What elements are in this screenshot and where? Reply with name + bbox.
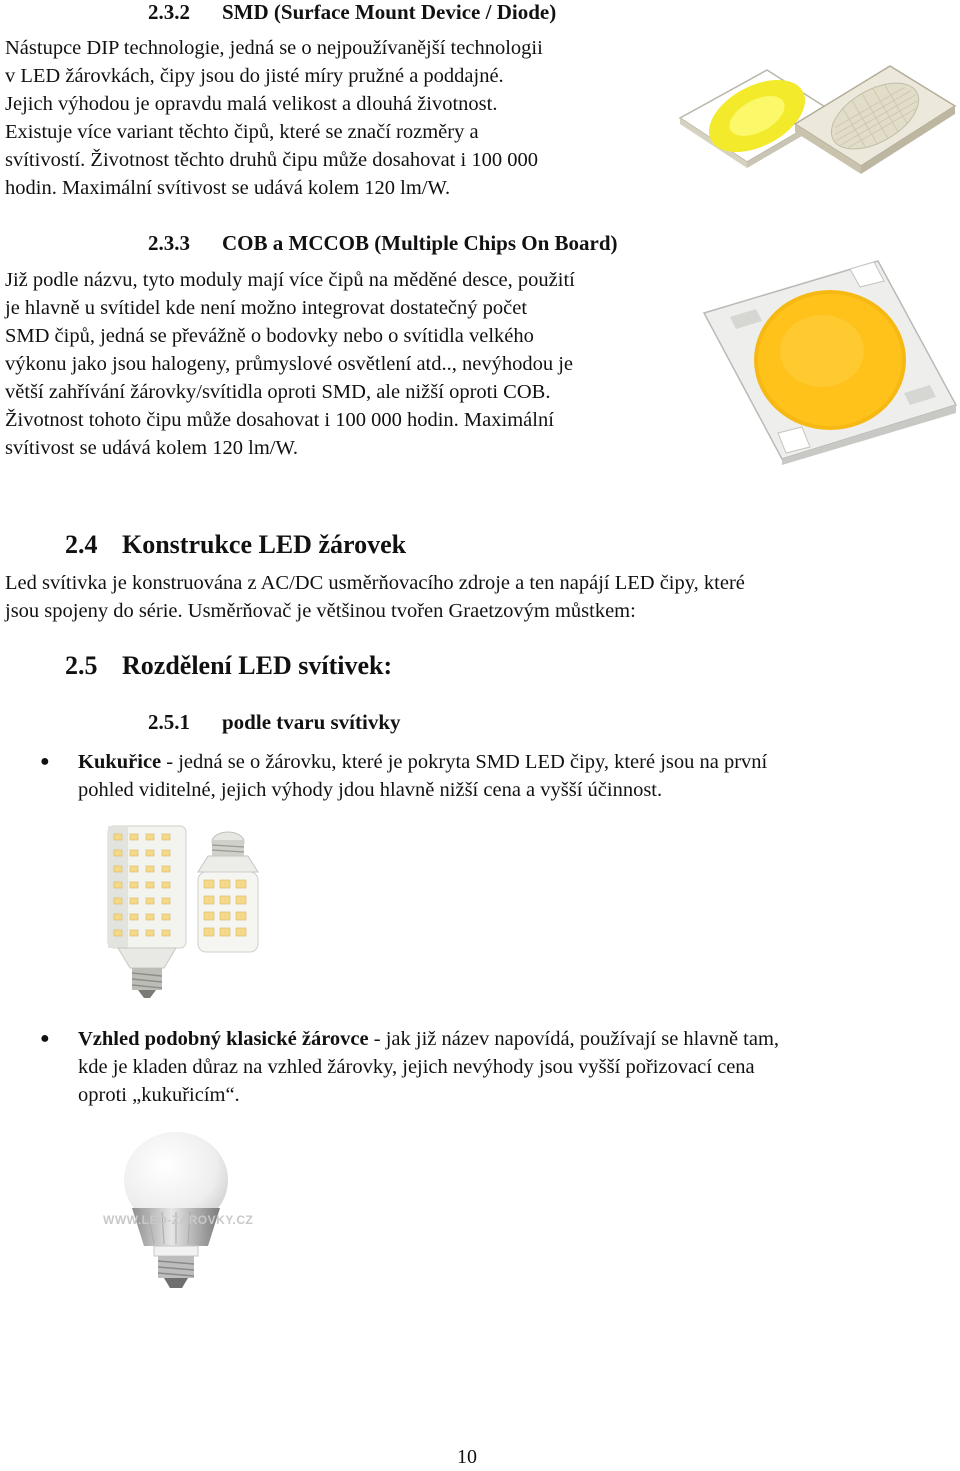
heading-cob-title: COB a MCCOB (Multiple Chips On Board) — [222, 231, 618, 255]
bullet-icon: ● — [40, 753, 50, 770]
text-line: pohled viditelné, jejich výhody jdou hlavně nižší cena a vyšší účinnost. — [78, 779, 663, 801]
heading-construction-number: 2.4 — [65, 530, 98, 559]
page-number: 10 — [457, 1446, 477, 1468]
bullet-icon: ● — [40, 1030, 50, 1047]
text-line: v LED žárovkách, čipy jsou do jisté míry pružné a poddajné. — [5, 65, 504, 87]
smd-paragraph — [5, 34, 543, 202]
cob-module-image — [700, 255, 960, 465]
text-line: Životnost tohoto čipu může dosahovat i 100 000 hodin. Maximální — [5, 409, 554, 431]
bullet-classic-look — [78, 1025, 779, 1109]
text-line: hodin. Maximální svítivost se udává kolem 120 lm/W. — [5, 177, 451, 199]
cob-paragraph — [5, 266, 575, 462]
bullet-text: - jak již název napovídá, používají se hlavně tam, — [368, 1028, 780, 1050]
bullet-term: Vzhled podobný klasické žárovce — [78, 1028, 369, 1050]
heading-division-number: 2.5 — [65, 651, 98, 680]
heading-smd-number: 2.3.2 — [148, 0, 190, 24]
text-line: Existuje více variant těchto čipů, které se značí rozměry a — [5, 121, 479, 143]
heading-by-shape-number: 2.5.1 — [148, 710, 190, 734]
text-line: Již podle názvu, tyto moduly mají více čipů na měděné desce, použití — [5, 269, 575, 291]
bullet-first-line — [78, 748, 767, 776]
text-line: Led svítivka je konstruována z AC/DC usměrňovacího zdroje a ten napájí LED čipy, které — [5, 572, 745, 594]
construction-paragraph — [5, 569, 745, 625]
corn-bulbs-image — [100, 820, 270, 1000]
heading-smd — [148, 0, 556, 25]
heading-construction — [65, 530, 406, 560]
heading-smd-title: SMD (Surface Mount Device / Diode) — [222, 0, 557, 24]
heading-construction-title: Konstrukce LED žárovek — [122, 530, 407, 559]
smd-chips-image — [675, 50, 960, 185]
heading-cob-number: 2.3.3 — [148, 231, 190, 255]
text-line: svítivostí. Životnost těchto druhů čipu může dosahovat i 100 000 — [5, 149, 538, 171]
heading-by-shape-title: podle tvaru svítivky — [222, 710, 401, 734]
text-line: SMD čipů, jedná se převážně o bodovky nebo o svítidla velkého — [5, 325, 534, 347]
text-line: je hlavně u svítidel kde není možno integrovat dostatečný počet — [5, 297, 528, 319]
text-line: Nástupce DIP technologie, jedná se o nejpoužívanější technologii — [5, 37, 543, 59]
bullet-term: Kukuřice — [78, 751, 162, 773]
text-line: kde je kladen důraz na vzhled žárovky, jejich nevýhody jsou vyšší pořizovací cena — [78, 1056, 755, 1078]
text-line: Jejich výhodou je opravdu malá velikost a dlouhá životnost. — [5, 93, 498, 115]
heading-division-title: Rozdělení LED svítivek: — [122, 651, 393, 680]
bullet-first-line — [78, 1025, 779, 1053]
bullet-text: - jedná se o žárovku, které je pokryta SMD LED čipy, které jsou na první — [161, 751, 768, 773]
text-line: svítivost se udává kolem 120 lm/W. — [5, 437, 299, 459]
text-line: výkonu jako jsou halogeny, průmyslové osvětlení atd.., nevýhodou je — [5, 353, 574, 375]
watermark: WWW.LED-ZAROVKY.CZ — [103, 1213, 254, 1227]
text-line: jsou spojeny do série. Usměrňovač je většinou tvořen Graetzovým můstkem: — [5, 600, 636, 622]
heading-by-shape — [148, 710, 401, 735]
heading-cob — [148, 231, 618, 256]
heading-division — [65, 651, 392, 681]
text-line: větší zahřívání žárovky/svítidla oproti SMD, ale nižší oproti COB. — [5, 381, 551, 403]
text-line: oproti „kukuřicím“. — [78, 1084, 240, 1106]
bullet-corn — [78, 748, 767, 804]
classic-bulb-image — [98, 1128, 268, 1293]
